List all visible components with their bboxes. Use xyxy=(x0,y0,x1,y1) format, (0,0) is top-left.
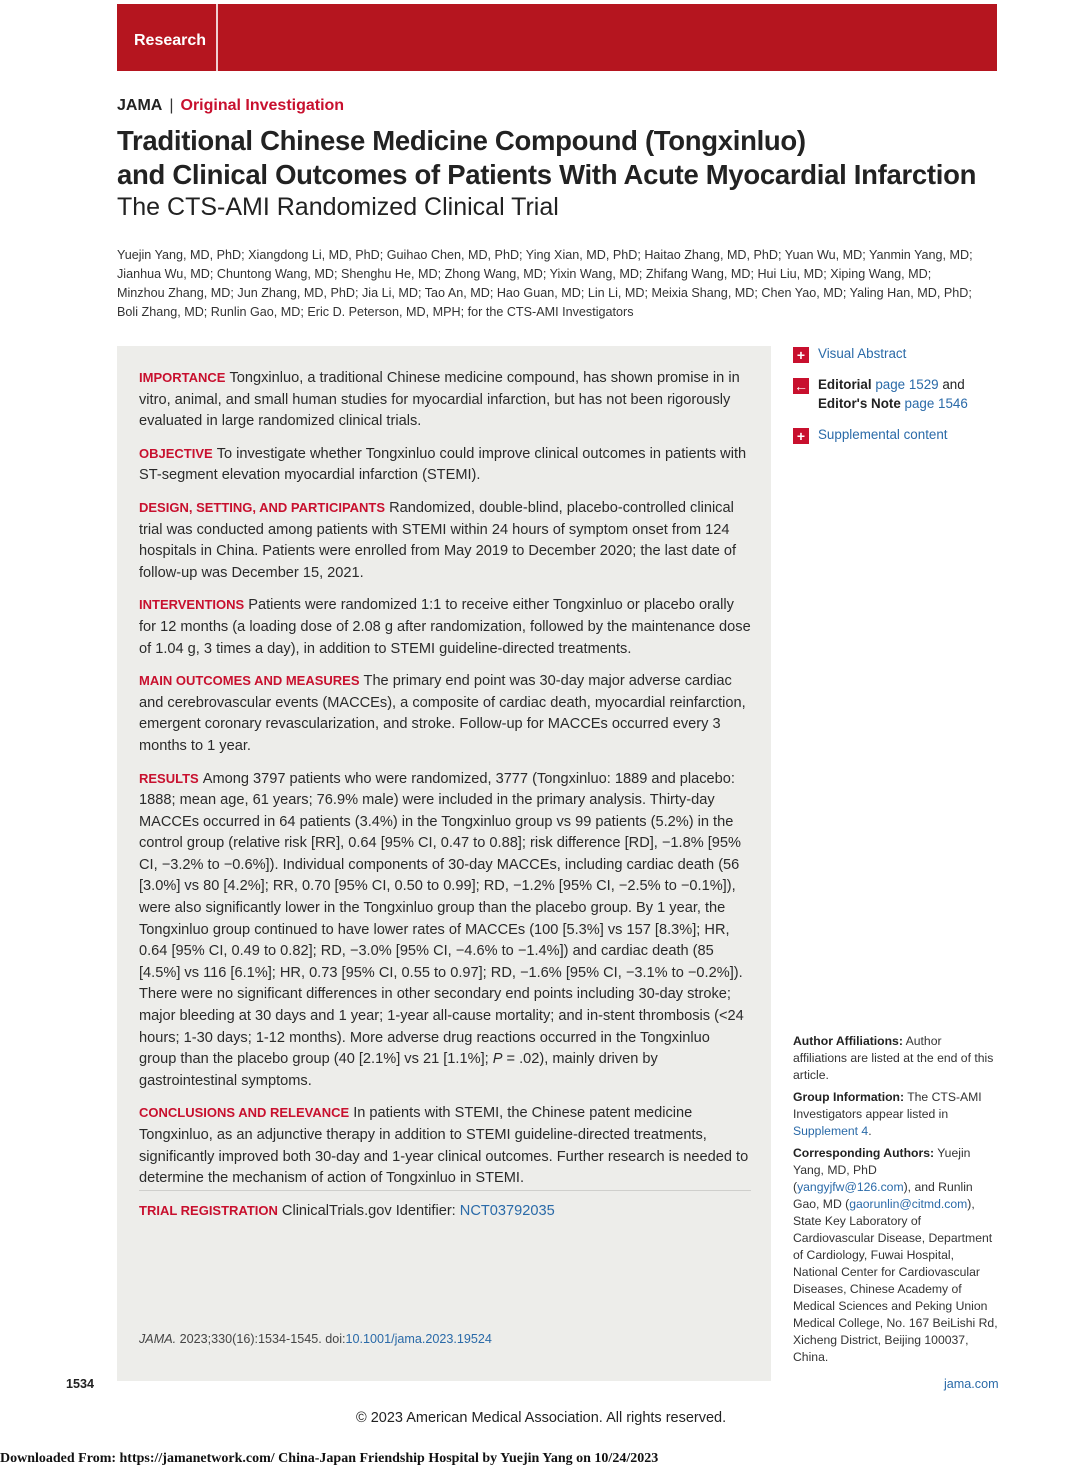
corresponding-text: Yuejin Yang, MD, PhD ( xyxy=(793,1146,971,1194)
abstract-objective xyxy=(139,443,751,487)
abstract xyxy=(139,367,751,1232)
article-title xyxy=(117,124,987,192)
abstract-design xyxy=(139,497,751,584)
section-text: ClinicalTrials.gov Identifier: xyxy=(281,1202,460,1219)
corresponding-text: ), and Runlin Gao, MD ( xyxy=(793,1180,973,1211)
site-link[interactable]: jama.com xyxy=(944,1377,999,1391)
author-line: Jianhua Wu, MD; Chuntong Wang, MD; Shenghu He, MD; Zhong Wang, MD; Yixin Wang, MD; Zhifang Wang, MD; Hui Liu, MD; Xiping Wang, MD; xyxy=(117,267,932,281)
article-subtitle: The CTS-AMI Randomized Clinical Trial xyxy=(117,193,559,221)
article-citation xyxy=(139,1332,492,1346)
corresponding-text: ), State Key Laboratory of Cardiovascular Disease, Department of Cardiology, Fuwai Hospital, National Center for Cardiovascular Diseases, Chinese Academy of Medical Sciences and Peking Union Medical College, No. 167 BeiLishi Rd, Xicheng District, Beijing 100037, China. xyxy=(793,1197,998,1364)
affiliations-text: Author affiliations are listed at the end of this article. xyxy=(793,1034,994,1082)
section-heading: OBJECTIVE xyxy=(139,445,213,461)
title-line-1: Traditional Chinese Medicine Compound (Tongxinluo) xyxy=(117,125,806,156)
group-text: The CTS-AMI Investigators appear listed in xyxy=(793,1090,982,1121)
editorial-links xyxy=(793,375,998,413)
abstract-conclusions xyxy=(139,1102,751,1189)
abstract-importance xyxy=(139,367,751,433)
abstract-results xyxy=(139,768,751,1093)
title-line-2: and Clinical Outcomes of Patients With Acute Myocardial Infarction xyxy=(117,159,977,190)
section-text: Patients were randomized 1:1 to receive either Tongxinluo or placebo orally for 12 months (a loading dose of 2.08 g after randomization, followed by the maintenance dose of 1.04 g, 3 times a day), in addition to STEMI guideline-directed treatments. xyxy=(139,597,751,657)
section-heading: RESULTS xyxy=(139,770,199,786)
trial-registration-link[interactable]: NCT03792035 xyxy=(459,1202,555,1219)
supplement-link[interactable]: Supplement 4 xyxy=(793,1124,869,1138)
visual-abstract-link[interactable] xyxy=(793,344,998,363)
section-text: Randomized, double-blind, placebo-controlled clinical trial was conducted among patients with STEMI within 24 hours of symptom onset from 124 hospitals in China. Patients were enrolled from May 2019 to December 2020; the last date of follow-up was December 15, 2021. xyxy=(139,499,737,581)
supplemental-content-link[interactable] xyxy=(793,425,998,444)
banner-divider xyxy=(216,4,218,71)
download-stamp: Downloaded From: https://jamanetwork.com/ China-Japan Friendship Hospital by Yuejin Yang on 10/24/2023 xyxy=(0,1451,659,1466)
plus-icon: + xyxy=(793,347,809,363)
author-affiliations xyxy=(793,1033,998,1371)
corresponding-heading: Corresponding Authors: xyxy=(793,1146,935,1160)
copyright-notice: © 2023 American Medical Association. All rights reserved. xyxy=(356,1410,727,1426)
citation-text: 2023;330(16):1534-1545. doi: xyxy=(176,1332,346,1346)
author-line: Yuejin Yang, MD, PhD; Xiangdong Li, MD, PhD; Guihao Chen, MD, PhD; Ying Xian, MD, PhD; Haitao Zhang, MD, PhD; Yuan Wu, MD; Yanmin Yang, MD; xyxy=(117,248,973,262)
author-list xyxy=(117,246,987,322)
abstract-registration xyxy=(139,1200,751,1223)
email-link[interactable]: gaorunlin@citmd.com xyxy=(849,1197,968,1211)
p-value-label: P xyxy=(492,1051,503,1068)
visual-abstract-label[interactable]: Visual Abstract xyxy=(818,346,907,361)
abstract-outcomes xyxy=(139,670,751,757)
citation-journal: JAMA. xyxy=(139,1332,177,1346)
section-label: Research xyxy=(134,32,207,49)
group-information xyxy=(793,1089,998,1140)
editors-note-label: Editor's Note xyxy=(818,396,901,411)
plus-icon: + xyxy=(793,428,809,444)
editorial-page-link[interactable]: page 1529 xyxy=(875,377,939,392)
editors-note-page-link[interactable]: page 1546 xyxy=(904,396,968,411)
kicker-separator: | xyxy=(169,97,174,114)
related-content-sidebar xyxy=(793,344,998,456)
section-text: = .02), mainly driven by gastrointestinal symptoms. xyxy=(139,1051,658,1089)
section-text: The primary end point was 30-day major adverse cardiac and cerebrovascular events (MACCEs), a composite of cardiac death, myocardial reinfarction, emergent coronary revascularization, and stroke. Follow-up for MACCEs occurred every 3 months to 1 year. xyxy=(139,673,746,754)
journal-name: JAMA xyxy=(117,97,163,114)
email-link[interactable]: yangyjfw@126.com xyxy=(797,1180,904,1194)
arrow-left-icon: ← xyxy=(794,378,808,394)
affiliations-note xyxy=(793,1033,998,1084)
doi-link[interactable]: 10.1001/jama.2023.19524 xyxy=(345,1332,492,1346)
section-banner xyxy=(117,4,997,71)
page-number: 1534 xyxy=(66,1377,95,1391)
author-line: Minzhou Zhang, MD; Jun Zhang, MD, PhD; Jia Li, MD; Tao An, MD; Hao Guan, MD; Lin Li, MD; Meixia Shang, MD; Chen Yao, MD; Yaling Han, MD, PhD; xyxy=(117,286,972,300)
abstract-interventions xyxy=(139,594,751,660)
article-type: Original Investigation xyxy=(180,97,345,114)
group-heading: Group Information: xyxy=(793,1090,905,1104)
section-heading: CONCLUSIONS AND RELEVANCE xyxy=(139,1105,350,1121)
section-heading: INTERVENTIONS xyxy=(139,597,245,613)
author-line: Boli Zhang, MD; Runlin Gao, MD; Eric D. Peterson, MD, MPH; for the CTS-AMI Investigators xyxy=(117,305,634,319)
and-text: and xyxy=(938,377,965,392)
section-text: In patients with STEMI, the Chinese patent medicine Tongxinluo, as an adjunctive therapy in addition to STEMI guideline-directed treatments, significantly improved both 30-day and 1-year clinical outcomes. Further research is needed to determine the mechanism of action of Tongxinluo in STEMI. xyxy=(139,1105,749,1187)
section-text: To investigate whether Tongxinluo could improve clinical outcomes in patients with ST-segment elevation myocardial infarction (STEMI). xyxy=(139,445,747,484)
article-kicker xyxy=(117,97,344,115)
section-heading: IMPORTANCE xyxy=(139,370,226,385)
section-heading: MAIN OUTCOMES AND MEASURES xyxy=(139,673,360,689)
group-end: . xyxy=(868,1124,872,1138)
editorial-label: Editorial xyxy=(818,377,872,392)
corresponding-authors xyxy=(793,1145,998,1366)
section-text: Tongxinluo, a traditional Chinese medicine compound, has shown promise in in vitro, animal, and small human studies for myocardial infarction, but has not been rigorously evaluated in large randomized clinical trials. xyxy=(139,370,740,430)
section-text: Among 3797 patients who were randomized, 3777 (Tongxinluo: 1889 and placebo: 1888; mean age, 61 years; 76.9% male) were included in the primary analysis. Thirty-day MACCEs occurred in 64 patients (3.4%) in the Tongxinluo group vs 99 patients (5.2%) in the control group (relative risk [RR], 0.64 [95% CI, 0.47 to 0.88]; risk difference [RD], −1.8% [95% CI, −3.2% to −0.6%]). Individual components of 30-day MACCEs, including cardiac death (56 [3.0%] vs 80 [4.2%]; RR, 0.70 [95% CI, 0.50 to 0.99]; RD, −1.2% [95% CI, −2.5% to −0.1%]), were also significantly lower in the Tongxinluo group than the placebo group. By 1 year, the Tongxinluo group continued to have lower rates of MACCEs (100 [5.3%] vs 157 [8.3%]; HR, 0.64 [95% CI, 0.49 to 0.82]; RD, −3.0% [95% CI, −4.6% to −1.4%]) and cardiac death (85 [4.5%] vs 116 [6.1%]; HR, 0.73 [95% CI, 0.55 to 0.97]; RD, −1.6% [95% CI, −3.1% to −0.2%]). There were no significant differences in other secondary end points including 30-day stroke; major bleeding at 30 days and 1 year; 1-year all-cause mortality; and in-stent thrombosis (<24 hours; 1-30 days; 1-12 months). More adverse drug reactions occurred in the Tongxinluo group than the placebo group (40 [2.1%] vs 21 [1.1%]; xyxy=(139,770,744,1068)
registration-divider xyxy=(139,1190,751,1191)
section-heading: TRIAL REGISTRATION xyxy=(139,1202,278,1218)
section-heading: DESIGN, SETTING, AND PARTICIPANTS xyxy=(139,499,386,515)
supplemental-content-label[interactable]: Supplemental content xyxy=(818,427,948,442)
affiliations-heading: Author Affiliations: xyxy=(793,1034,903,1048)
